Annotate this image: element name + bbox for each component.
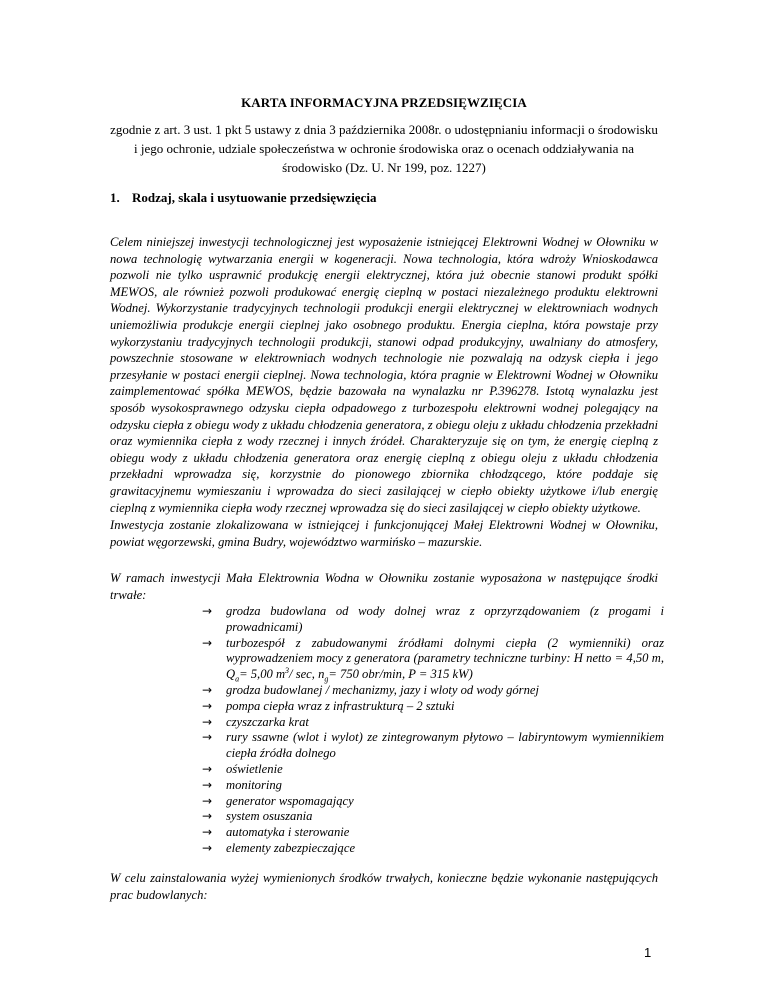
arrow-icon: → — [202, 793, 213, 808]
arrow-icon: → — [202, 840, 213, 855]
arrow-icon: → — [202, 635, 213, 650]
list-item: → pompa ciepła wraz z infrastrukturą – 2 sztuki — [202, 698, 455, 713]
section-number: 1. — [110, 190, 120, 205]
list-item: → automatyka i sterowanie — [202, 825, 350, 840]
list-item: → turbozespół z zabudowanymi źródłami dolnymi ciepła (2 wymienniki) oraz wyprowadzeniem mocy z generatora (parametry techniczne turbiny: H netto = 4,50 m, $Q_a= 5,00$ $m^3/$ sec, $n_g= 750$ obr/min, P = 315 kW) — [202, 635, 664, 684]
arrow-icon: → — [202, 698, 213, 713]
page-number: 1 — [644, 945, 652, 960]
arrow-icon: → — [202, 777, 213, 792]
list-item: → czyszczarka krat — [202, 714, 309, 729]
document-subtitle: zgodnie z art. 3 ust. 1 pkt 5 ustawy z dnia 3 października 2008r. o udostępnianiu informacji o środowisku i jego ochronie, udziale społeczeństwa w ochronie środowiska oraz o ocenach oddziaływania na środowisko (Dz. U. Nr 199, poz. 1227) — [110, 122, 658, 175]
paragraph-location: Inwestycja zostanie zlokalizowana w istniejącej i funkcjonującej Małej Elektrowni Wodnej w Ołowniku, powiat węgorzewski, gmina Budry, województwo warmińsko – mazurskie. — [110, 518, 658, 549]
arrow-icon: → — [202, 809, 213, 824]
arrow-icon: → — [202, 730, 213, 745]
section-heading — [110, 190, 376, 206]
arrow-icon: → — [202, 604, 213, 618]
arrow-icon: → — [202, 714, 213, 729]
list-item: → system osuszania — [202, 809, 313, 824]
list-item: → grodza budowlanej / mechanizmy, jazy i wloty od wody górnej — [202, 682, 539, 697]
list-item: → generator wspomagający — [202, 793, 354, 808]
list-item: → elementy zabezpieczające — [202, 840, 356, 855]
arrow-icon: → — [202, 761, 213, 776]
list-item: → oświetlenie — [202, 761, 283, 776]
paragraph-equipment-intro: W ramach inwestycji Mała Elektrownia Wodna w Ołowniku zostanie wyposażona w następujące środki trwałe: — [110, 571, 658, 602]
paragraph-purpose: Celem niniejszej inwestycji technologicznej jest wyposażenie istniejącej Elektrowni Wodnej w Ołowniku w nowa technologię wytwarzania energii w kogeneracji. Nowa technologia, która wdroży Wnioskodawca pozwoli nie tylko usprawnić produkcję energii elektrycznej, która już obecnie stanowi produkt spółki MEWOS, ale również pozwoli produkować energię cieplną w postaci niezależnego produktu elektrowni Wodnej. Wykorzystanie tradycyjnych technologii produkcji energii elektrycznej w elektrowniach wodnych uniemożliwia produkcje energii cieplnej jako osobnego produktu. Energia cieplna, która powstaje przy wykorzystaniu tradycyjnych technologii produkcji, stanowi odpad produkcyjny, uwalniany do atmosfery, powszechnie stosowane w elektrowniach wodnych technologie nie pozwalają na odzysk ciepła i jego przesyłanie w postaci energii cieplnej. Nowa technologia, która pragnie w Elektrowni Wodnej w Ołowniku zaimplementować spółka MEWOS, będzie bazowała na wynalazku nr P.396278. Istotą wynalazku jest sposób wysokosprawnego odzysku ciepła odpadowego z turbozespołu elektrowni wodnej polegający na odzysku ciepła z obiegu wody z układu chłodzenia generatora, z obiegu oleju z układu chłodzenia przekładni oraz wymiennika ciepła z wody rzecznej i innych źródeł. Charakteryzuje się on tym, że energię cieplną z obiegu wody z układu chłodzenia generatora oraz energię cieplną z obiegu oleju z układu chłodzenia przekładni wprowadza się, korzystnie do pionowego zbiornika chłodzącego, które poddaje się grawitacyjnemu wymieszaniu i wprowadza do sieci zasilającej w ciepło obiekty użytkowe i/lub energię cieplną z wymiennika ciepła wody rzecznej wprowadza się do sieci zasilającej w ciepło obiekty użytkowe. — [110, 235, 658, 515]
list-item: → monitoring — [202, 777, 282, 792]
list-item: → grodza budowlana od wody dolnej wraz z oprzyrządowaniem (z progami i prowadnicami) — [202, 604, 664, 634]
document-title: KARTA INFORMACYJNA PRZEDSIĘWZIĘCIA — [241, 95, 527, 110]
section-title: Rodzaj, skala i usytuowanie przedsięwzięcia — [132, 190, 377, 205]
list-item: → rury ssawne (wlot i wylot) ze zintegrowanym płytowo – labiryntowym wymiennikiem ciepła źródła dolnego — [202, 730, 664, 761]
equipment-list — [202, 604, 664, 857]
paragraph-construction-works: W celu zainstalowania wyżej wymienionych środków trwałych, konieczne będzie wykonanie następujących prac budowlanych: — [110, 871, 658, 902]
arrow-icon: → — [202, 825, 213, 840]
arrow-icon: → — [202, 682, 213, 697]
